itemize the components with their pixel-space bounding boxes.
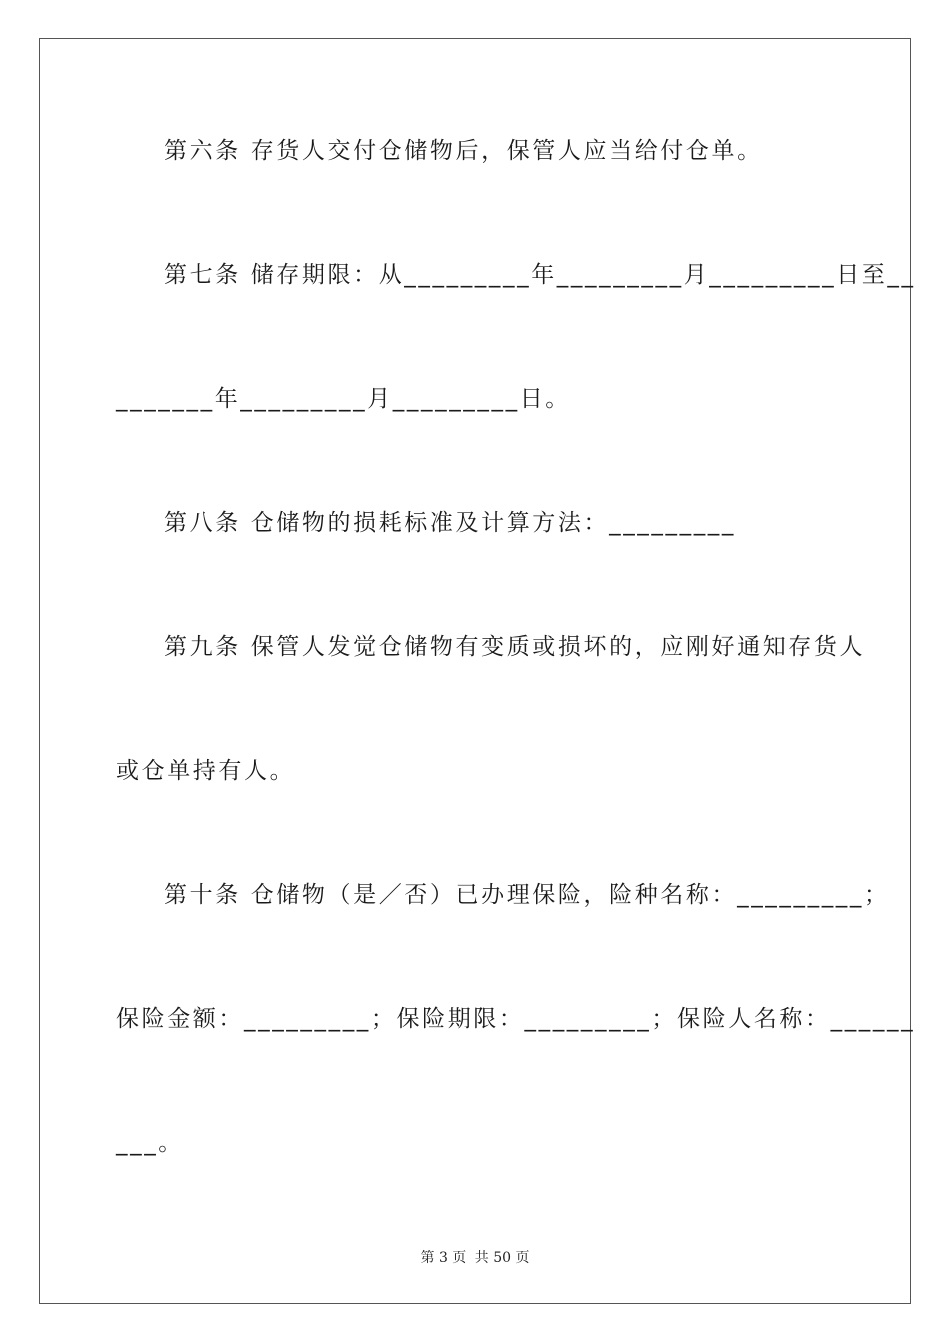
article-10-line-1: 第十条 仓储物（是／否）已办理保险，险种名称：_________；: [164, 882, 890, 908]
article-10-line-2: 保险金额：_________；保险期限：_________；保险人名称：______: [116, 1006, 916, 1032]
article-10-line-3: ___。: [116, 1130, 184, 1156]
page-border: [39, 38, 911, 1304]
article-7-line-2: _______年_________月_________日。: [116, 386, 571, 412]
page-footer: [0, 1247, 950, 1267]
page-number: 第 3 页: [420, 1250, 467, 1266]
article-9-line-1: 第九条 保管人发觉仓储物有变质或损坏的，应刚好通知存货人: [164, 634, 866, 660]
total-pages: 共 50 页: [474, 1250, 530, 1266]
article-7-line-1: 第七条 储存期限：从_________年_________月_________日至__: [164, 262, 916, 288]
article-8-line: 第八条 仓储物的损耗标准及计算方法：_________: [164, 510, 737, 536]
article-9-line-2: 或仓单持有人。: [116, 758, 296, 784]
article-6-line: 第六条 存货人交付仓储物后，保管人应当给付仓单。: [164, 138, 763, 164]
